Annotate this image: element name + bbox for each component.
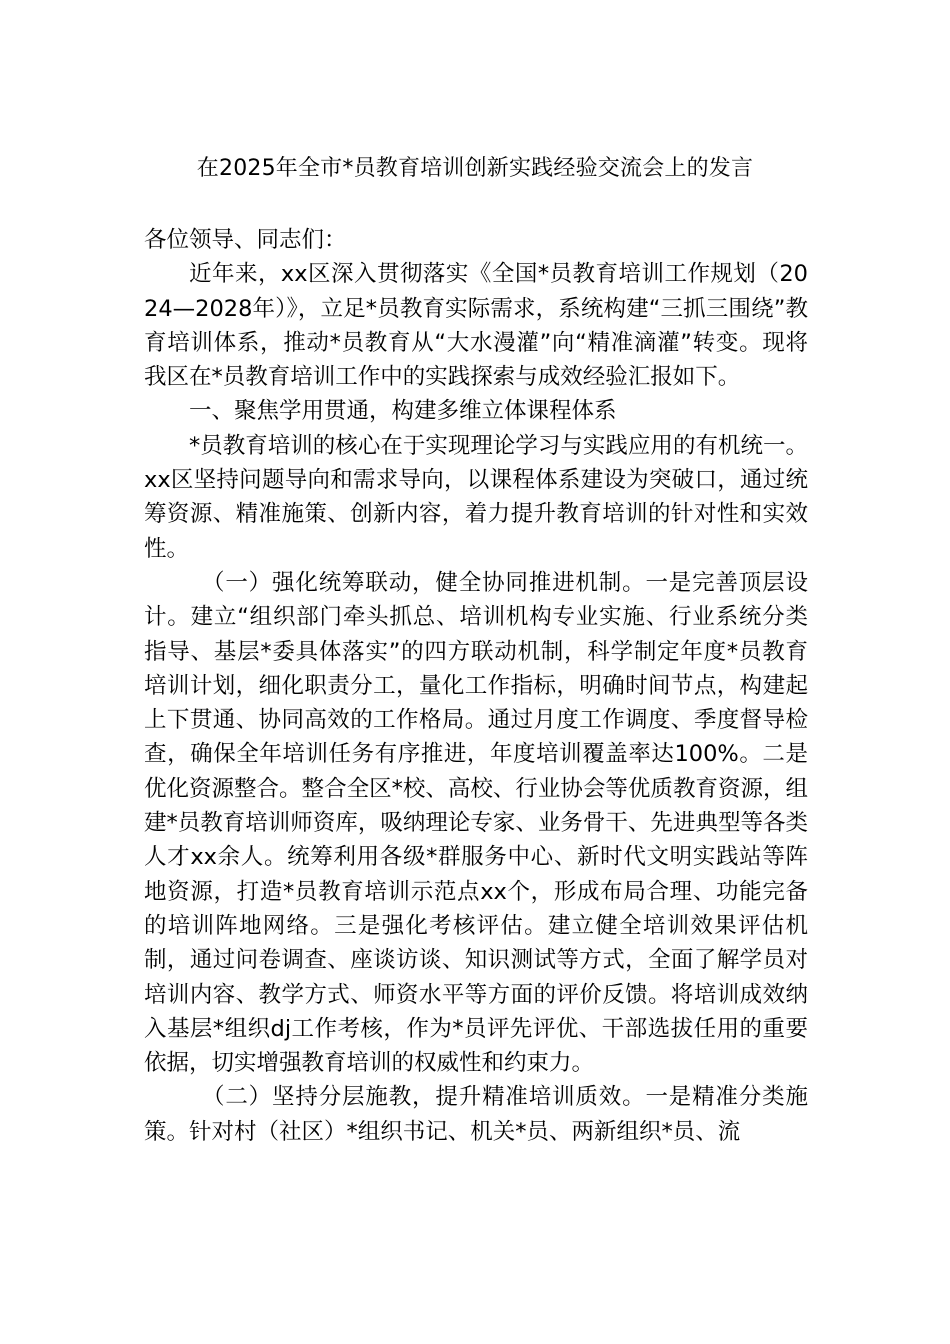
paragraph-intro: 近年来，xx区深入贯彻落实《全国*员教育培训工作规划（2024—2028年）》，立足*员教育实际需求，系统构建“三抓三围绕”教育培训体系，推动*员教育从“大水漫灌”向“精准滴灌”转变。现将我区在*员教育培训工作中的实践探索与成效经验汇报如下。: [144, 261, 808, 391]
salutation: 各位领导、同志们：: [144, 227, 347, 253]
section-heading-1: 一、聚焦学用贯通，构建多维立体课程体系: [189, 398, 617, 425]
paragraph-subsection-1: （一）强化统筹联动，健全协同推进机制。一是完善顶层设计。建立“组织部门牵头抓总、培训机构专业实施、行业系统分类指导、基层*委具体落实”的四方联动机制，科学制定年度*员教育培训计划，细化职责分工，量化工作指标，明确时间节点，构建起上下贯通、协同高效的工作格局。通过月度工作调度、季度督导检查，确保全年培训任务有序推进，年度培训覆盖率达100%。二是优化资源整合。整合全区*校、高校、行业协会等优质教育资源，组建*员教育培训师资库，吸纳理论专家、业务骨干、先进典型等各类人才xx余人。统筹利用各级*群服务中心、新时代文明实践站等阵地资源，打造*员教育培训示范点xx个，形成布局合理、功能完备的培训阵地网络。三是强化考核评估。建立健全培训效果评估机制，通过问卷调查、座谈访谈、知识测试等方式，全面了解学员对培训内容、教学方式、师资水平等方面的评价反馈。将培训成效纳入基层*组织dj工作考核，作为*员评先评优、干部选拔任用的重要依据，切实增强教育培训的权威性和约束力。: [144, 569, 808, 1077]
paragraph-subsection-2: （二）坚持分层施教，提升精准培训质效。一是精准分类施策。针对村（社区）*组织书记、机关*员、两新组织*员、流: [144, 1084, 808, 1145]
paragraph-section-1-intro: *员教育培训的核心在于实现理论学习与实践应用的有机统一。xx区坚持问题导向和需求导向，以课程体系建设为突破口，通过统筹资源、精准施策、创新内容，着力提升教育培训的针对性和实效性。: [144, 432, 808, 562]
document-title: 在2025年全市*员教育培训创新实践经验交流会上的发言: [196, 156, 754, 181]
document-body: [144, 223, 808, 1149]
